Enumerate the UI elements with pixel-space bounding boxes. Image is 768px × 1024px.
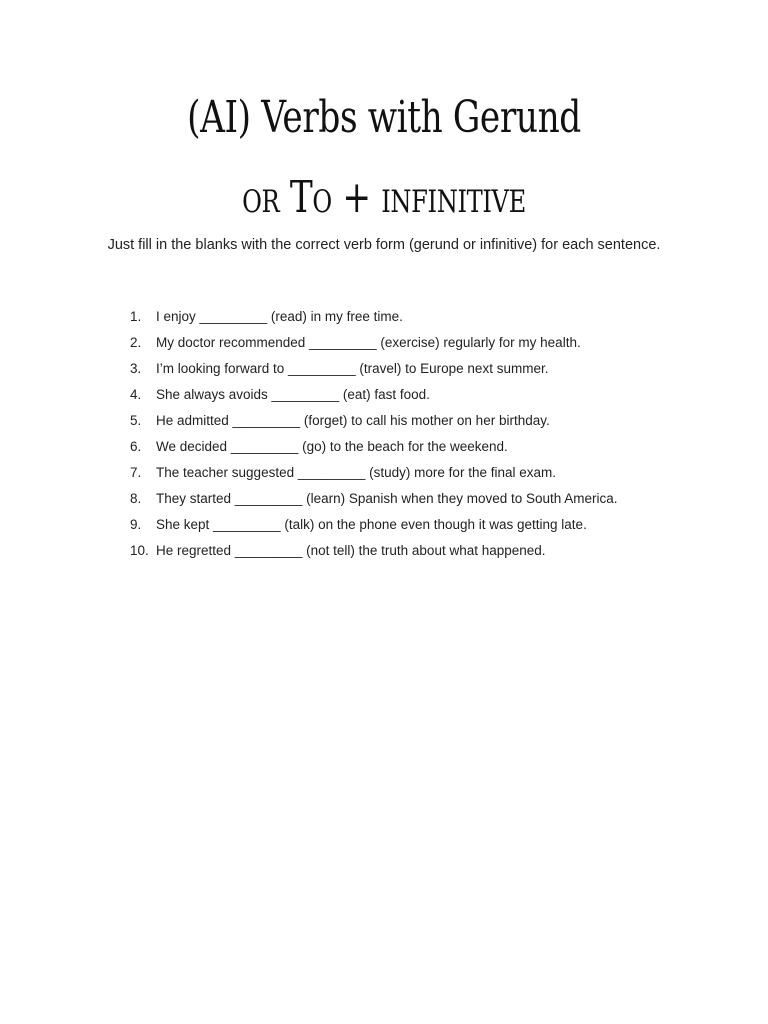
question-item [130, 491, 670, 507]
question-number: 2. [130, 335, 142, 350]
question-text: They started _________ (learn) Spanish when they moved to South America. [156, 491, 618, 506]
question-text: My doctor recommended _________ (exercise) regularly for my health. [156, 335, 581, 350]
question-number: 1. [130, 309, 142, 324]
question-text: He regretted _________ (not tell) the truth about what happened. [156, 543, 546, 558]
question-item [130, 465, 670, 481]
instructions-text: Just fill in the blanks with the correct verb form (gerund or infinitive) for each sentence. [107, 237, 661, 253]
question-text: I’m looking forward to _________ (travel) to Europe next summer. [156, 361, 549, 376]
question-item [130, 309, 670, 325]
question-item [130, 361, 670, 377]
question-item [130, 413, 670, 429]
question-item [130, 517, 670, 533]
question-item [130, 335, 670, 351]
question-number: 3. [130, 361, 142, 376]
question-number: 8. [130, 491, 142, 506]
title-line-2: or To + infinitive [242, 172, 526, 223]
question-number: 7. [130, 465, 142, 480]
question-number: 10. [130, 543, 149, 558]
question-text: I enjoy _________ (read) in my free time. [156, 309, 403, 324]
question-item [130, 439, 670, 455]
question-item [130, 387, 670, 403]
title-line-1: (AI) Verbs with Gerund [187, 92, 581, 143]
question-text: We decided _________ (go) to the beach for the weekend. [156, 439, 508, 454]
question-number: 4. [130, 387, 142, 402]
question-number: 6. [130, 439, 142, 454]
question-text: The teacher suggested _________ (study) more for the final exam. [156, 465, 556, 480]
question-text: He admitted _________ (forget) to call his mother on her birthday. [156, 413, 550, 428]
question-text: She kept _________ (talk) on the phone even though it was getting late. [156, 517, 587, 532]
question-number: 9. [130, 517, 142, 532]
question-number: 5. [130, 413, 142, 428]
question-text: She always avoids _________ (eat) fast food. [156, 387, 430, 402]
question-item [130, 543, 670, 559]
question-list [130, 309, 670, 569]
